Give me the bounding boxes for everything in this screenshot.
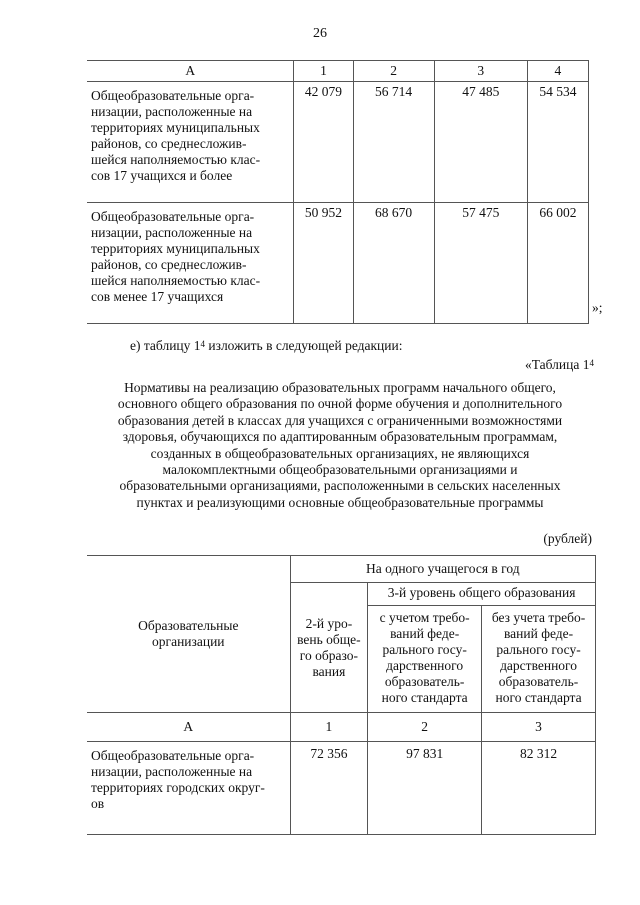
norms-table-continued (87, 60, 589, 324)
header-cell: 1 (294, 61, 353, 82)
value-cell: 82 312 (482, 742, 596, 835)
amendment-paragraph: е) таблицу $1^4$ изложить в следующей редакции: (130, 338, 403, 353)
table-reference: «Таблица $1^4$ (525, 357, 594, 372)
row-description: Общеобразовательные орга- низации, расположенные на территориях муниципальных районов, со среднесложив- шейся наполняемостью клас- сов менее 17 учащихся (87, 203, 294, 324)
closing-quote: »; (592, 300, 603, 315)
value-cell: 72 356 (290, 742, 368, 835)
index-cell: 1 (290, 713, 368, 742)
per-student-header: На одного учащегося в год (290, 556, 595, 583)
unit-label: (рублей) (543, 531, 592, 546)
value-cell: 54 534 (527, 82, 588, 203)
index-cell: 3 (482, 713, 596, 742)
level2-header: 2-й уро- вень обще- го образо- вания (290, 583, 368, 713)
index-cell: А (87, 713, 290, 742)
table-header-row (87, 556, 596, 583)
table-header-row (87, 61, 589, 82)
without-standard-header: без учета требо- ваний феде- рального госу- дарственного образователь- ного стандарта (482, 606, 596, 713)
page-number: 26 (313, 26, 327, 41)
header-cell: 4 (527, 61, 588, 82)
value-cell: 42 079 (294, 82, 353, 203)
header-cell: 2 (353, 61, 434, 82)
column-index-row (87, 713, 596, 742)
value-cell: 57 475 (434, 203, 527, 324)
value-cell: 56 714 (353, 82, 434, 203)
value-cell: 66 002 (527, 203, 588, 324)
norms-table (87, 555, 596, 835)
value-cell: 50 952 (294, 203, 353, 324)
table-row (87, 203, 589, 324)
level3-header: 3-й уровень общего образования (368, 583, 596, 606)
table-title: Нормативы на реализацию образовательных программ начального общего, основного общего образования по очной форме обучения и дополнительного образования детей в классах для учащихся с ограниченными возможностями здоровья, обучающихся по адаптированным образовательным программам, созданных в общеобразовательных организациях, не являющихся малокомплектными общеобразовательными организациями и образовательными организациями, расположенными в сельских населенных пунктах и реализующими основные общеобразовательные программы (117, 380, 563, 510)
header-cell: 3 (434, 61, 527, 82)
row-description: Общеобразовательные орга- низации, расположенные на территориях городских округ- ов (87, 742, 290, 835)
org-header-cell: Образовательные организации (87, 556, 290, 713)
table-row (87, 742, 596, 835)
value-cell: 97 831 (368, 742, 482, 835)
value-cell: 68 670 (353, 203, 434, 324)
with-standard-header: с учетом требо- ваний феде- рального госу- дарственного образователь- ного стандарта (368, 606, 482, 713)
index-cell: 2 (368, 713, 482, 742)
row-description: Общеобразовательные орга- низации, расположенные на территориях муниципальных районов, со среднесложив- шейся наполняемостью клас- сов 17 учащихся и более (87, 82, 294, 203)
header-cell: А (87, 61, 294, 82)
table-row (87, 82, 589, 203)
value-cell: 47 485 (434, 82, 527, 203)
